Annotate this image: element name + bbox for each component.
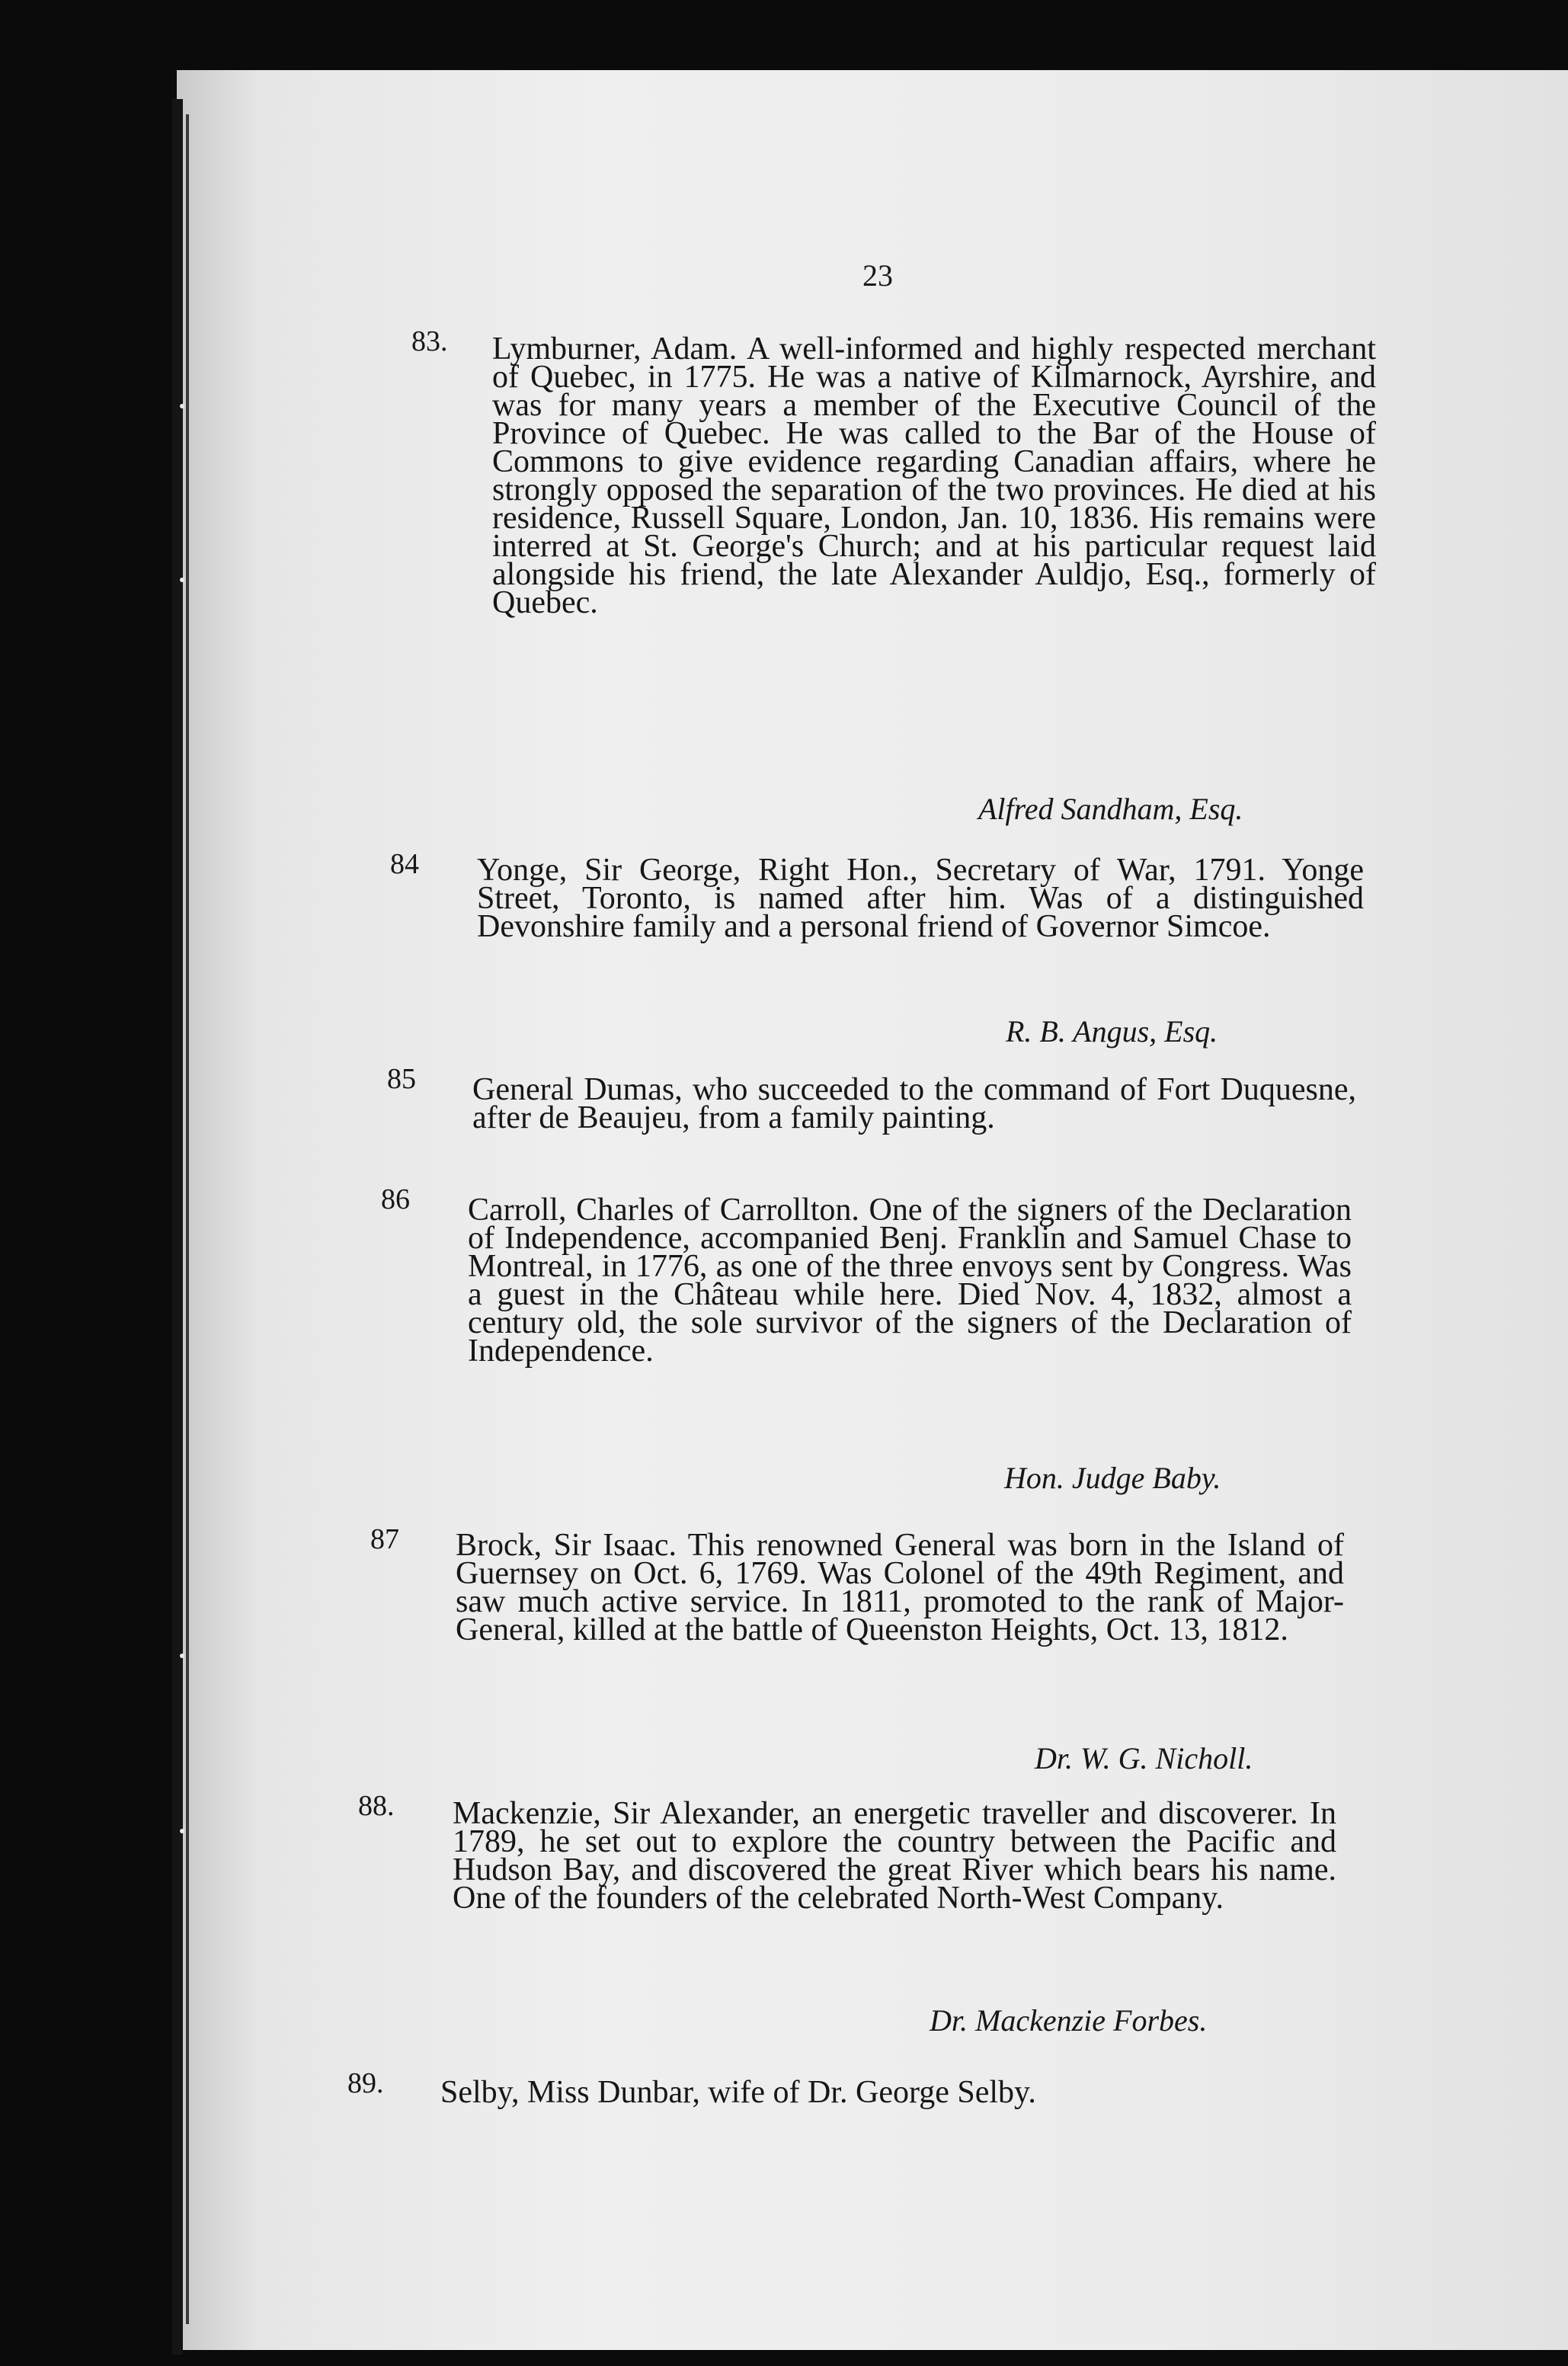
entry-text: Brock, Sir Isaac. This renowned General was born in the Island of Guernsey on Oct. 6, 1769. Was Colonel of the 49th Regiment, and saw much active service. In 1811, promoted to the rank of Major-General, killed at the battle of Queenston Heights, Oct. 13, 1812.	[456, 1528, 1344, 1647]
entry-credit: Alfred Sandham, Esq.	[978, 792, 1243, 826]
binding-hole-mark	[180, 1654, 184, 1658]
entry-number: 88.	[358, 1790, 395, 1822]
entry-number: 84	[390, 848, 419, 880]
entry-number: 86	[381, 1183, 410, 1215]
entry-text: Lymburner, Adam. A well-informed and highly respected merchant of Quebec, in 1775. He was a native of Kilmarnock, Ayrshire, and was for many years a member of the Executive Council of the Province of Quebec. He was called to the Bar of the House of Commons to give evidence regarding Canadian affairs, where he strongly opposed the separation of the two provinces. He died at his residence, Russell Square, London, Jan. 10, 1836. His remains were interred at St. George's Church; and at his particular request laid alongside his friend, the late Alexander Auldjo, Esq., formerly of Quebec.	[492, 331, 1376, 620]
binding-hole-mark	[180, 1829, 184, 1833]
entry-credit: Dr. Mackenzie Forbes.	[930, 2003, 1208, 2038]
entry-text: General Dumas, who succeeded to the command of Fort Duquesne, after de Beaujeu, from a family painting.	[472, 1072, 1356, 1135]
entry-credit: Hon. Judge Baby.	[1004, 1461, 1221, 1495]
entry-credit: Dr. W. G. Nicholl.	[1035, 1741, 1253, 1775]
entry-text: Yonge, Sir George, Right Hon., Secretary of War, 1791. Yonge Street, Toronto, is named after him. Was of a distinguished Devonshire family and a personal friend of Governor Simcoe.	[477, 853, 1364, 944]
entry-number: 87	[370, 1523, 399, 1555]
page-gutter-shadow	[172, 99, 183, 2355]
entry-text: Selby, Miss Dunbar, wife of Dr. George Selby.	[440, 2075, 1036, 2110]
entry-credit: R. B. Angus, Esq.	[1006, 1014, 1218, 1049]
entry-number: 83.	[411, 325, 448, 357]
page-gutter-rule	[186, 114, 189, 2324]
page-number: 23	[862, 258, 893, 293]
binding-hole-mark	[180, 404, 184, 408]
entry-number: 85	[387, 1063, 416, 1095]
entry-text: Mackenzie, Sir Alexander, an energetic traveller and discoverer. In 1789, he set out to explore the country between the Pacific and Hudson Bay, and discovered the great River which bears his name. One of the founders of the celebrated North-West Company.	[453, 1796, 1336, 1916]
binding-hole-mark	[180, 578, 184, 582]
entry-text: Carroll, Charles of Carrollton. One of the signers of the Declaration of Independence, accompanied Benj. Franklin and Samuel Chase to Montreal, in 1776, as one of the three envoys sent by Congress. Was a guest in the Château while here. Died Nov. 4, 1832, almost a century old, the sole survivor of the signers of the Declaration of Independence.	[468, 1193, 1352, 1369]
entry-number: 89.	[347, 2067, 384, 2099]
